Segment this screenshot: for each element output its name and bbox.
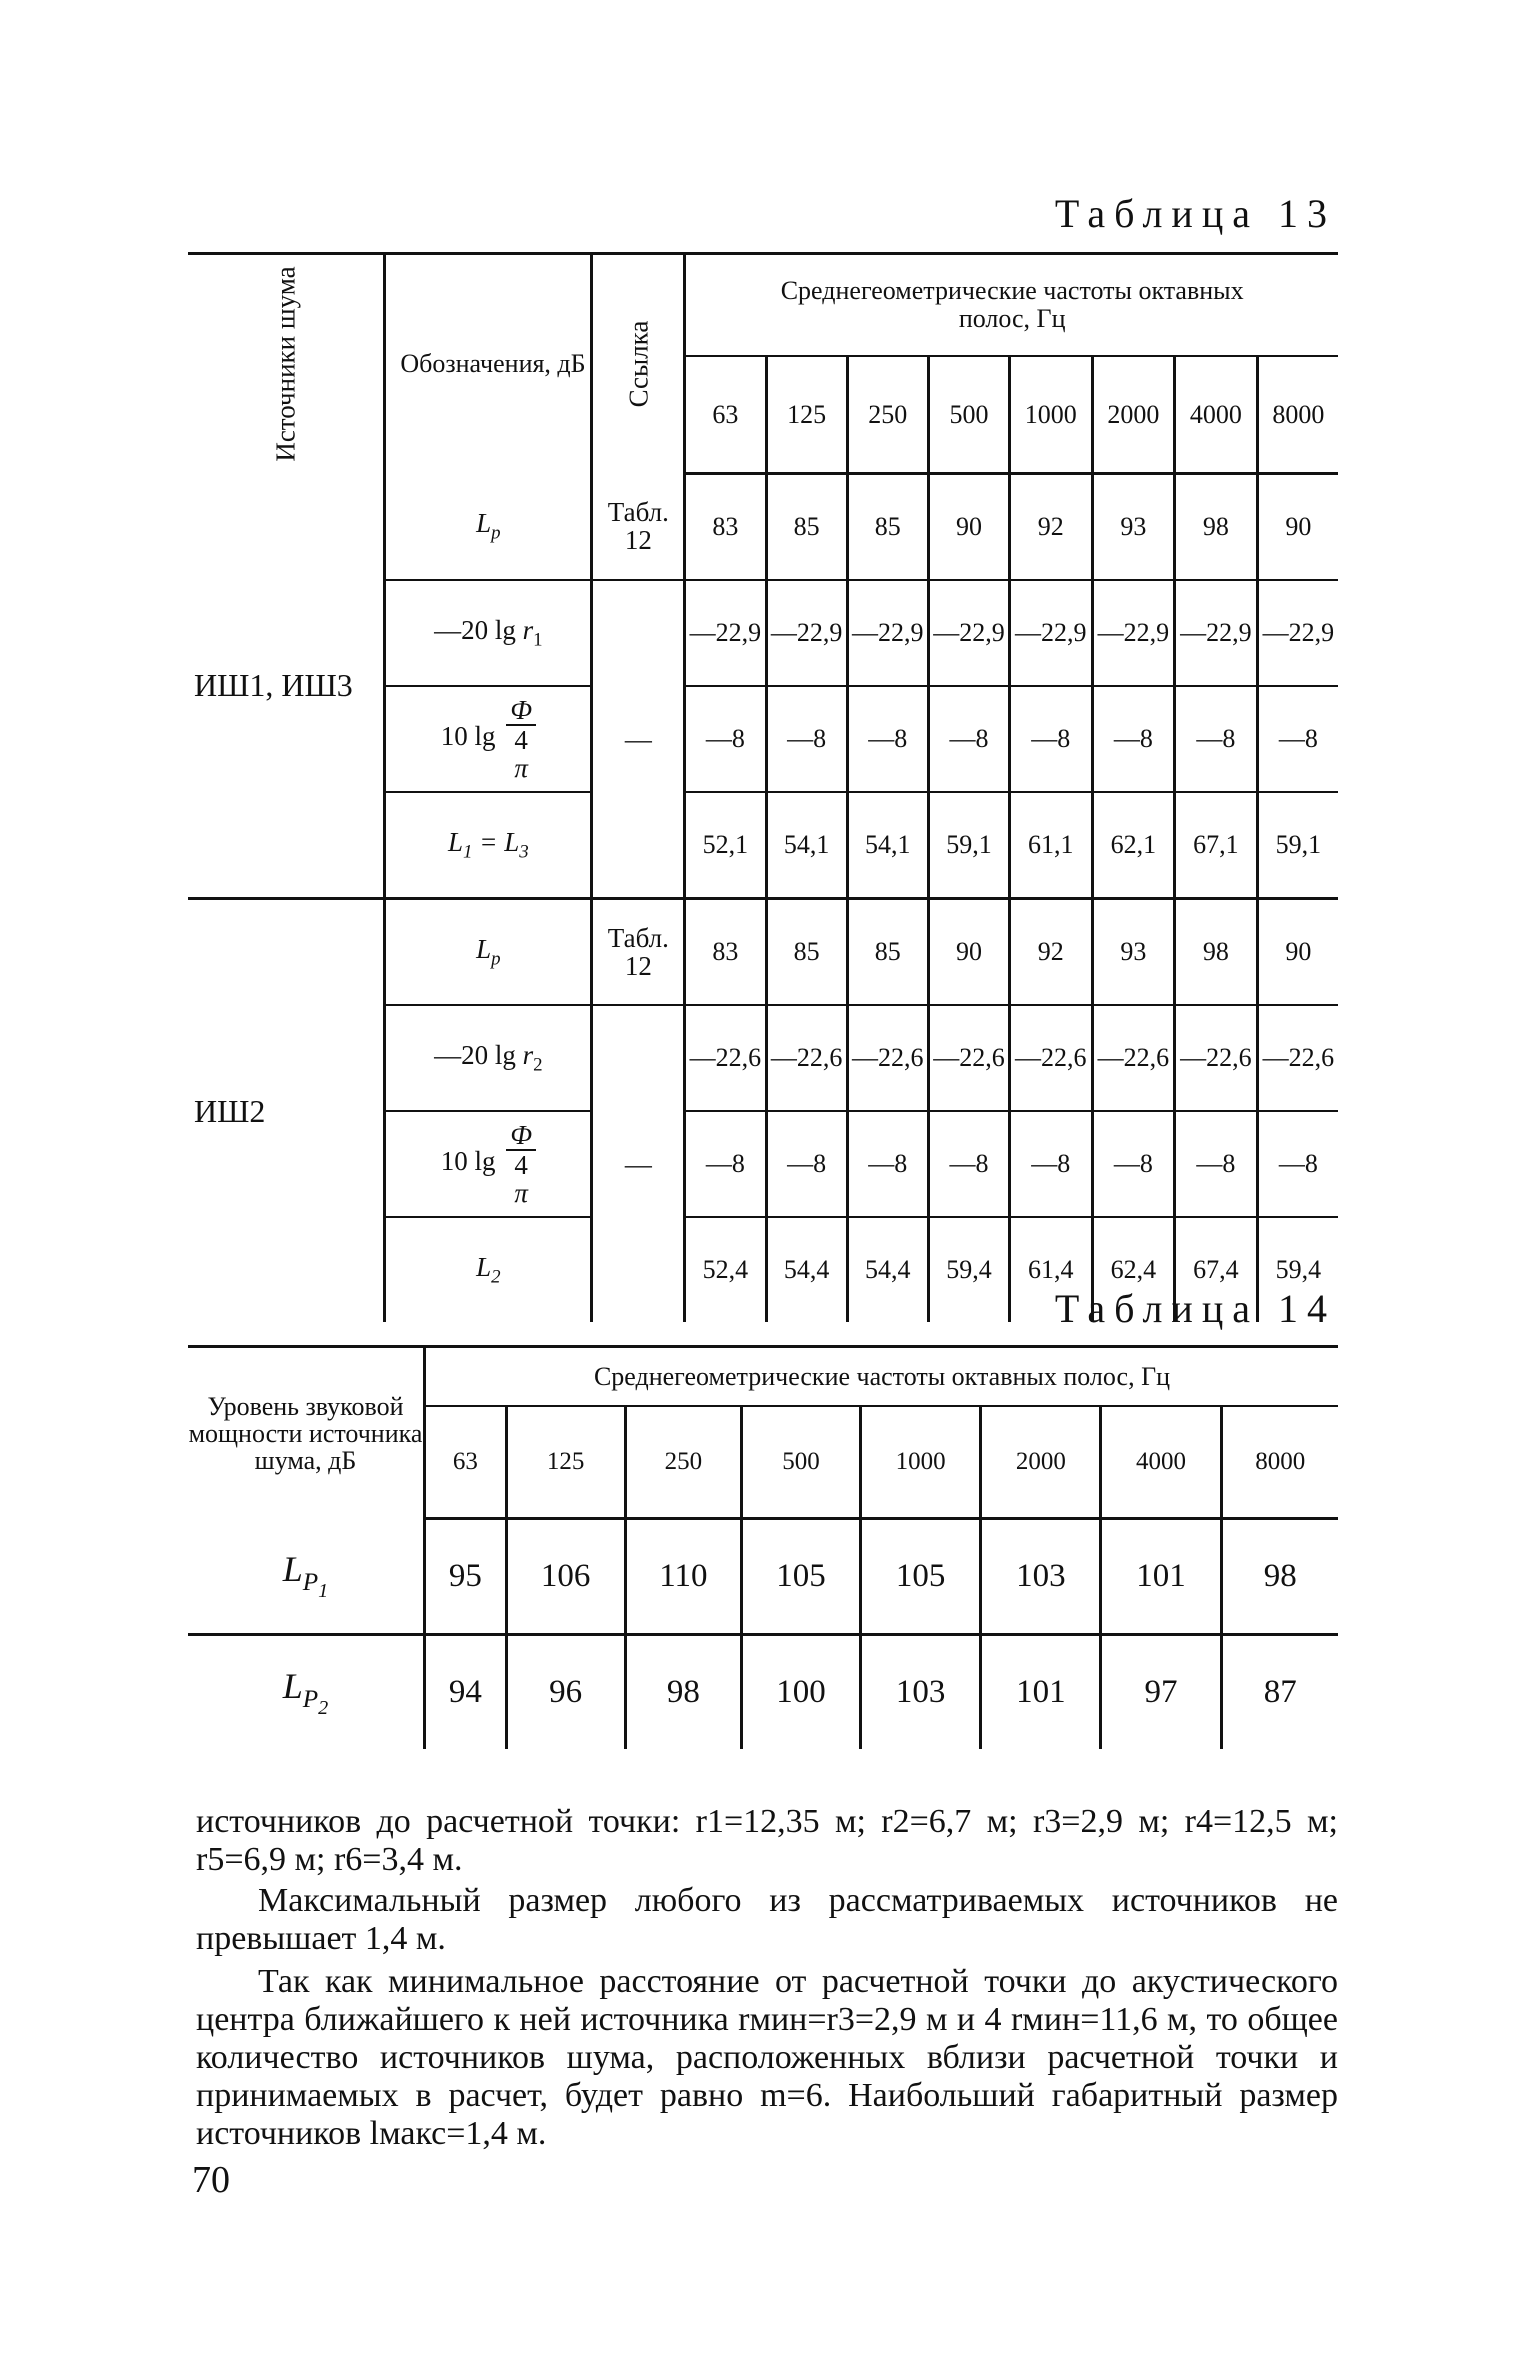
value-cell: 52,4 xyxy=(685,1217,766,1322)
value-cell: 61,1 xyxy=(1010,792,1093,899)
value-cell: 95 xyxy=(448,1558,482,1594)
page-number: 70 xyxy=(192,2159,230,2201)
freq-cell: 500 xyxy=(928,356,1009,474)
value-cell: 85 xyxy=(766,474,847,581)
value-cell: —8 xyxy=(1175,686,1258,792)
symbol-cell: $L_{P_2}$ xyxy=(188,1635,425,1750)
value-cell: —22,6 xyxy=(1175,1005,1258,1111)
value-cell: 110 xyxy=(625,1519,741,1635)
value-cell: 98 xyxy=(1175,474,1258,581)
freq-cell: 125 xyxy=(506,1406,625,1519)
value-cell: 98 xyxy=(1221,1519,1338,1635)
value-cell: 59,1 xyxy=(1257,792,1338,899)
value-cell: 62,1 xyxy=(1092,792,1175,899)
value-cell: —8 xyxy=(928,1111,1009,1217)
symbol-cell: $L_1 = L_3$ xyxy=(385,792,592,899)
value-cell: 92 xyxy=(1010,474,1093,581)
reference-cell: Табл. 12 xyxy=(592,474,685,581)
value-cell: —8 xyxy=(685,686,766,792)
value-cell: —22,6 xyxy=(928,1005,1009,1111)
value-cell: —8 xyxy=(1257,686,1338,792)
value-cell: 59,4 xyxy=(1257,1217,1338,1322)
value-cell: 61,4 xyxy=(1010,1217,1093,1322)
value-cell: —22,6 xyxy=(685,1005,766,1111)
value-cell: 59,1 xyxy=(928,792,1009,899)
freq-cell: 8000 xyxy=(1221,1406,1338,1519)
reference-cell: — xyxy=(592,1005,685,1322)
symbol-cell: —20 $\lg r_1$ xyxy=(385,580,592,686)
value-cell: 83 xyxy=(712,512,739,541)
designation-header: Обозначения, дБ xyxy=(385,254,592,474)
value-cell: —22,6 xyxy=(1010,1005,1093,1111)
value-cell: 85 xyxy=(847,899,928,1006)
symbol-cell: $L_p$ xyxy=(385,899,592,1006)
value-cell: —22,9 xyxy=(847,580,928,686)
value-cell: 54,1 xyxy=(847,792,928,899)
symbol-cell: $L_p$ xyxy=(385,474,592,581)
paragraph: Так как минимальное расстояние от расчетной точки до акустического центра ближайшего к ней источника rмин=r3=2,9 м и 4 rмин=11,6 м, то общее количество источников шума, расположенных вблизи расчетной точки и принимаемых в расчет, будет равно m=6. Наибольший габаритный размер источников lмакс=1,4 м. xyxy=(196,1963,1338,2152)
value-cell: —22,6 xyxy=(847,1005,928,1111)
table-14 xyxy=(188,1345,1338,1749)
value-cell: 100 xyxy=(741,1635,860,1750)
value-cell: 94 xyxy=(425,1635,507,1750)
value-cell: 105 xyxy=(741,1519,860,1635)
reference-header: Ссылка xyxy=(592,254,685,474)
value-cell: 54,4 xyxy=(847,1217,928,1322)
value-cell: —8 xyxy=(766,1111,847,1217)
freq-cell: 4000 xyxy=(1101,1406,1221,1519)
symbol-cell: 10 lg Ф 4 π xyxy=(385,1111,592,1217)
symbol-cell: $L_{P_1}$ xyxy=(188,1519,425,1635)
value-cell: 83 xyxy=(685,899,766,1006)
value-cell: 101 xyxy=(1101,1519,1221,1635)
value-cell: —22,6 xyxy=(766,1005,847,1111)
value-cell: —8 xyxy=(1010,1111,1093,1217)
frequencies-header: Среднегеометрические частоты октавных полос, Гц xyxy=(685,254,1338,357)
table-13 xyxy=(188,252,1338,1322)
freq-cell: 1000 xyxy=(1010,356,1093,474)
value-cell: 101 xyxy=(981,1635,1101,1750)
freq-cell: 125 xyxy=(766,356,847,474)
paragraph: Максимальный размер любого из рассматриваемых источников не превышает 1,4 м. xyxy=(196,1882,1338,1957)
value-cell: —22,9 xyxy=(1257,580,1338,686)
source-cell: ИШ1, ИШ3 xyxy=(188,474,385,899)
value-cell: 96 xyxy=(506,1635,625,1750)
frequencies-header: Среднегеометрические частоты октавных полос, Гц xyxy=(425,1347,1339,1407)
value-cell: 106 xyxy=(506,1519,625,1635)
value-cell: —8 xyxy=(1010,686,1093,792)
freq-cell: 8000 xyxy=(1257,356,1338,474)
value-cell: 90 xyxy=(1257,474,1338,581)
value-cell: —22,6 xyxy=(1257,1005,1338,1111)
value-cell: —22,6 xyxy=(1092,1005,1175,1111)
value-cell: —8 xyxy=(1092,1111,1175,1217)
value-cell: 90 xyxy=(928,474,1009,581)
value-cell: —8 xyxy=(847,686,928,792)
value-cell: —22,9 xyxy=(1175,580,1258,686)
value-cell: 103 xyxy=(861,1635,981,1750)
value-cell: 54,4 xyxy=(766,1217,847,1322)
value-cell: 85 xyxy=(847,474,928,581)
value-cell: 92 xyxy=(1010,899,1093,1006)
value-cell: 98 xyxy=(625,1635,741,1750)
reference-cell: Табл. 12 xyxy=(592,899,685,1006)
value-cell: —8 xyxy=(1175,1111,1258,1217)
value-cell: 98 xyxy=(1175,899,1258,1006)
value-cell: 52,1 xyxy=(685,792,766,899)
symbol-cell: —20 $\lg r_2$ xyxy=(385,1005,592,1111)
reference-cell: — xyxy=(592,580,685,899)
freq-cell: 250 xyxy=(625,1406,741,1519)
value-cell: 54,1 xyxy=(766,792,847,899)
symbol-cell: 10 lg Ф 4 π xyxy=(385,686,592,792)
value-cell: —8 xyxy=(1257,1111,1338,1217)
value-cell: —8 xyxy=(685,1111,766,1217)
value-cell: —8 xyxy=(847,1111,928,1217)
value-cell: —22,9 xyxy=(928,580,1009,686)
level-header: Уровень звуковой мощности источника шума, дБ xyxy=(188,1347,425,1519)
source-cell: ИШ2 xyxy=(188,899,385,1323)
value-cell: —22,9 xyxy=(685,580,766,686)
value-cell: 67,4 xyxy=(1175,1217,1258,1322)
value-cell: —8 xyxy=(766,686,847,792)
table-13-caption: Таблица 13 xyxy=(1054,191,1336,236)
symbol-cell: $L_2$ xyxy=(385,1217,592,1322)
freq-cell: 4000 xyxy=(1175,356,1258,474)
value-cell: —8 xyxy=(1092,686,1175,792)
table-14-caption: Таблица 14 xyxy=(1054,1286,1336,1331)
freq-cell: 2000 xyxy=(1092,356,1175,474)
value-cell: 105 xyxy=(861,1519,981,1635)
value-cell: —22,9 xyxy=(1092,580,1175,686)
value-cell: 62,4 xyxy=(1092,1217,1175,1322)
paragraph: источников до расчетной точки: r1=12,35 м; r2=6,7 м; r3=2,9 м; r4=12,5 м; r5=6,9 м; r6=3,4 м. xyxy=(196,1803,1338,1878)
value-cell: 67,1 xyxy=(1175,792,1258,899)
value-cell: 93 xyxy=(1092,899,1175,1006)
freq-cell: 500 xyxy=(741,1406,860,1519)
value-cell: —22,9 xyxy=(1010,580,1093,686)
value-cell: 90 xyxy=(1257,899,1338,1006)
value-cell: —8 xyxy=(928,686,1009,792)
value-cell: 87 xyxy=(1221,1635,1338,1750)
freq-cell: 63 xyxy=(425,1406,507,1519)
source-header: Источники шума xyxy=(188,254,385,474)
value-cell: 97 xyxy=(1101,1635,1221,1750)
freq-cell: 63 xyxy=(685,356,766,474)
value-cell: —22,9 xyxy=(766,580,847,686)
value-cell: 85 xyxy=(766,899,847,1006)
freq-cell: 2000 xyxy=(981,1406,1101,1519)
value-cell: 90 xyxy=(928,899,1009,1006)
freq-cell: 250 xyxy=(847,356,928,474)
value-cell: 93 xyxy=(1092,474,1175,581)
value-cell: 59,4 xyxy=(928,1217,1009,1322)
freq-cell: 1000 xyxy=(861,1406,981,1519)
value-cell: 103 xyxy=(981,1519,1101,1635)
